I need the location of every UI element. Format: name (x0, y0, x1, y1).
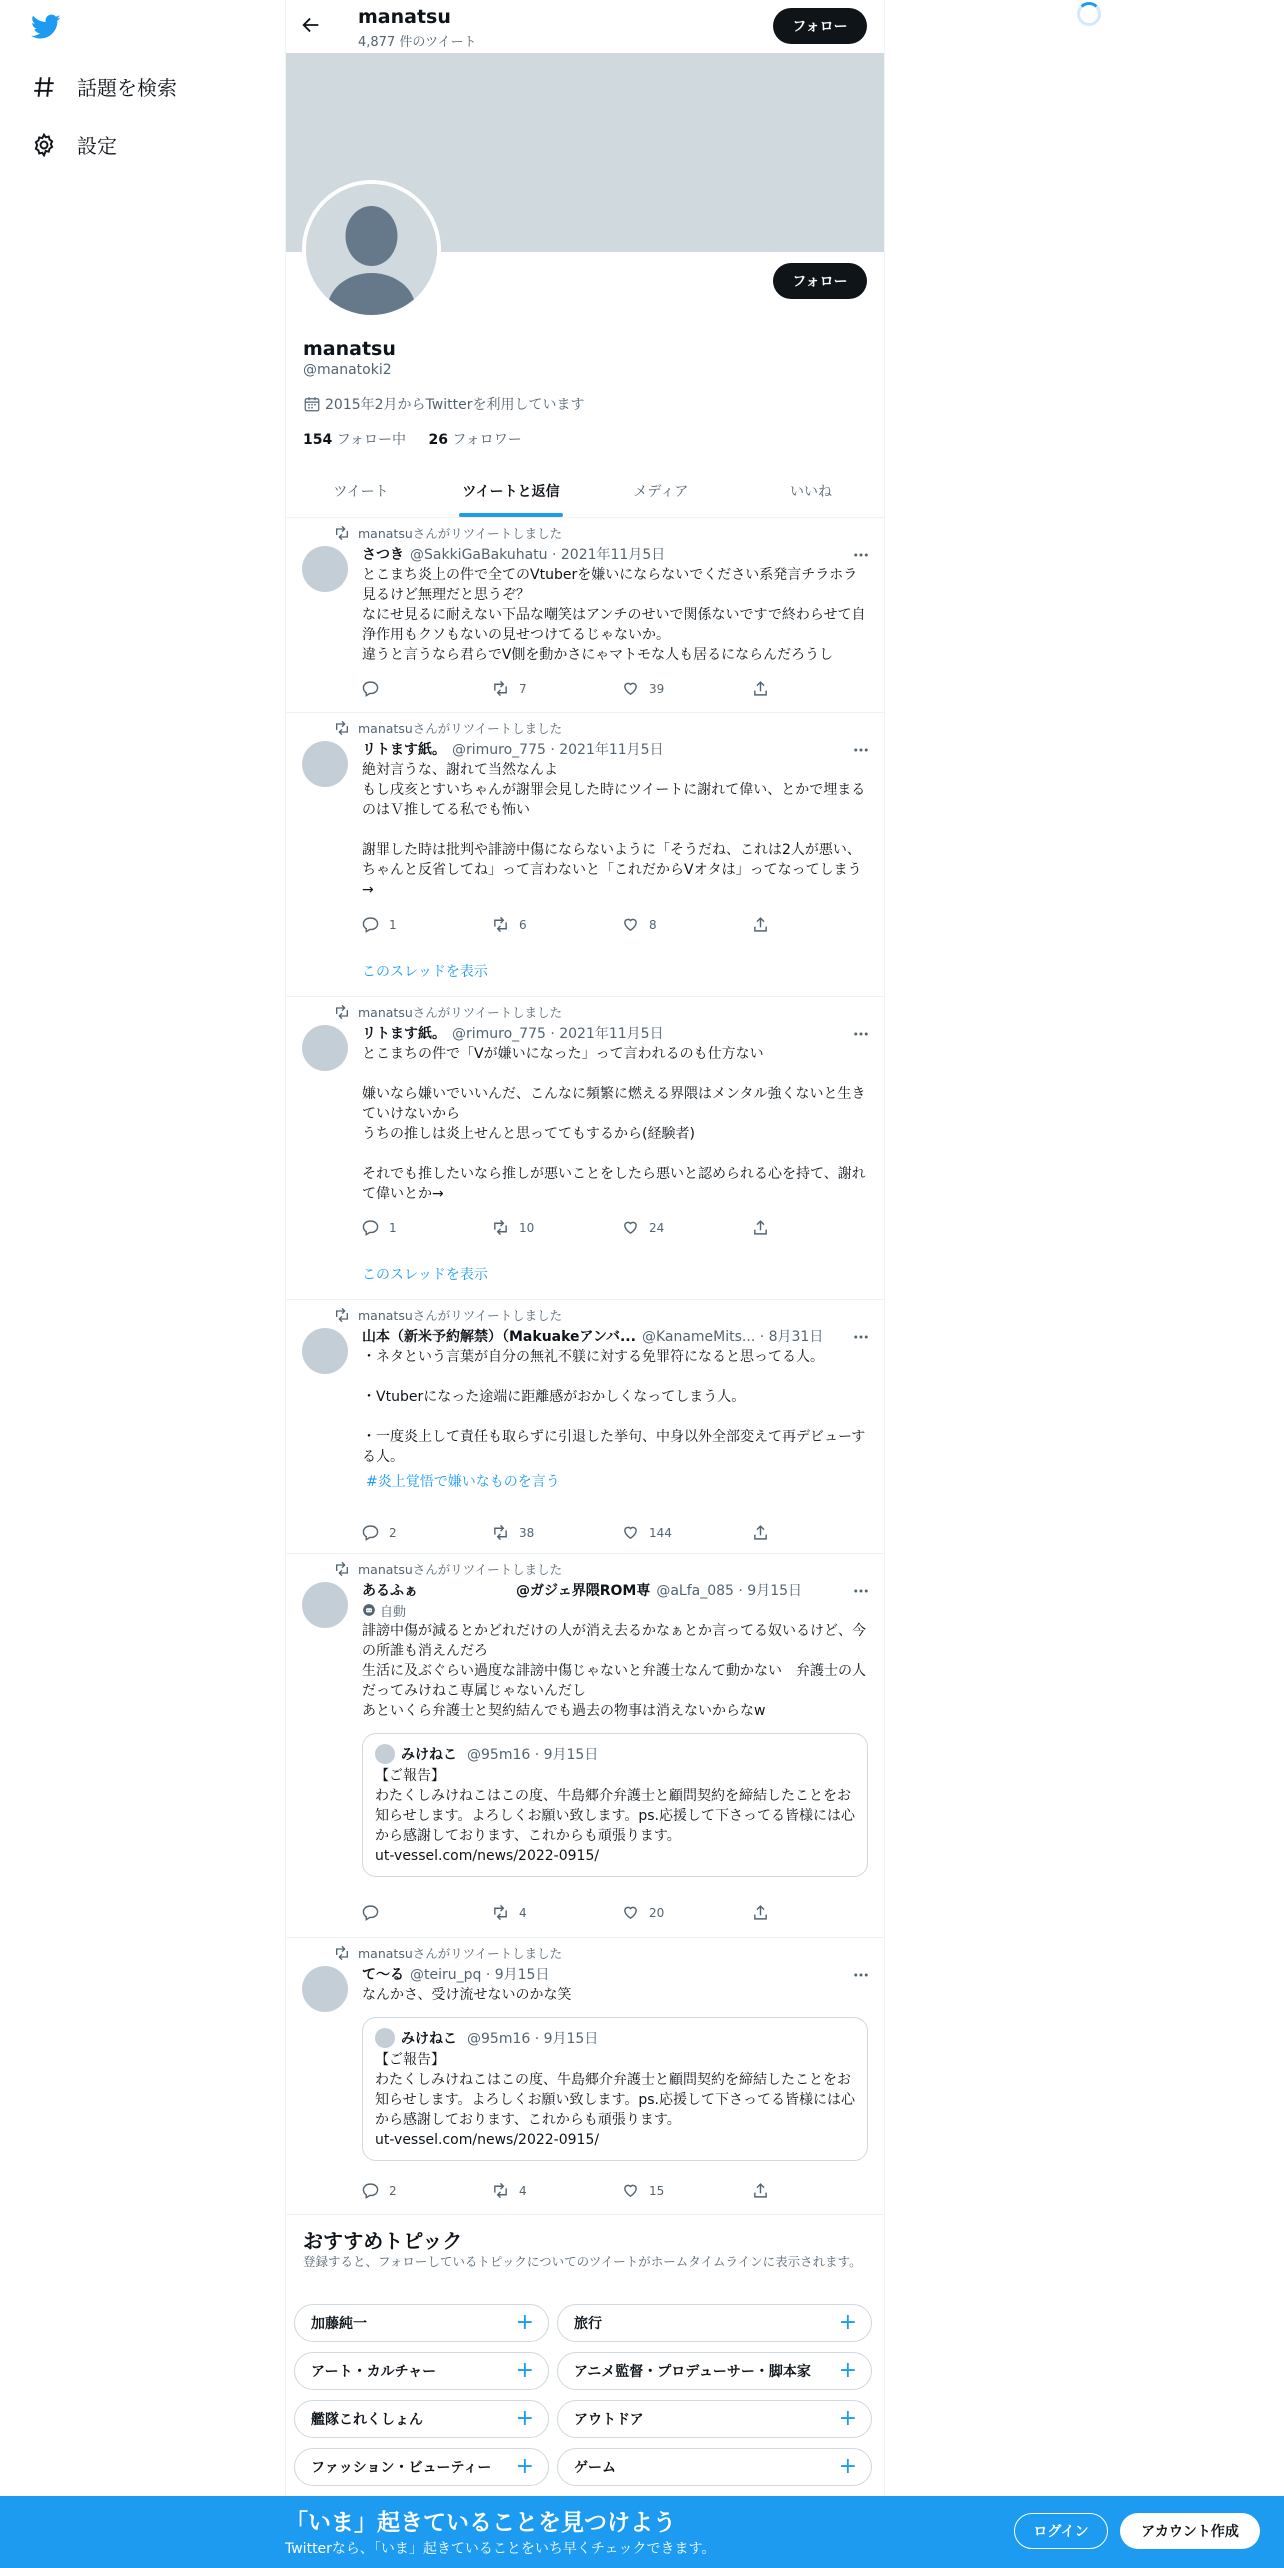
retweet-context-text: manatsuさんがリツイートしました (358, 1005, 563, 1020)
reply-count: 2 (389, 1525, 397, 1540)
nav-explore[interactable] (31, 72, 177, 101)
tweet-author-handle[interactable]: @KanameMits... · 8月31日 (641, 1329, 824, 1345)
login-button[interactable]: ログイン (1014, 2513, 1108, 2549)
tweet-author-name[interactable]: 山本（新米予約解禁）（Makuakeアンバ... (362, 1329, 636, 1345)
retweet-icon (334, 525, 350, 541)
like-button[interactable] (622, 2182, 752, 2199)
tweet-author-name[interactable]: あるふぁ @ガジェ界隈ROM専 (362, 1583, 651, 1599)
show-thread-link[interactable]: このスレッドを表示 (362, 964, 488, 980)
plus-icon: + (838, 2358, 857, 2383)
reply-icon (362, 2182, 379, 2199)
retweet-context-text: manatsuさんがリツイートしました (358, 526, 563, 541)
header-name: manatsu (358, 6, 451, 28)
like-button[interactable] (622, 916, 752, 933)
topic-chip[interactable] (294, 2352, 549, 2390)
reply-button[interactable] (362, 1219, 492, 1236)
tweet-actions (362, 1904, 802, 1921)
share-button[interactable] (752, 1219, 792, 1236)
share-icon (752, 916, 769, 933)
profile-tabs (286, 465, 885, 518)
retweet-context (334, 1003, 562, 1021)
heart-icon (622, 916, 639, 933)
automated-text: 自動 (380, 1604, 407, 1620)
avatar[interactable] (302, 180, 441, 319)
retweet-icon (334, 1307, 350, 1323)
nav-explore-label: 話題を検索 (77, 76, 177, 100)
tweet-text: なんかさ、受け流せないのかな笑 (362, 1987, 572, 2003)
topic-chip[interactable] (557, 2352, 872, 2390)
retweet-button[interactable] (492, 1219, 622, 1236)
hashtag-icon (31, 74, 57, 100)
heart-icon (622, 1904, 639, 1921)
tweet-avatar[interactable] (302, 1582, 348, 1628)
retweet-button[interactable] (492, 680, 622, 697)
retweet-icon (492, 1904, 509, 1921)
tweet[interactable] (286, 518, 885, 713)
following-count: 154 (303, 432, 333, 448)
like-count: 39 (649, 681, 665, 696)
like-count: 144 (649, 1525, 672, 1540)
like-button[interactable] (622, 1524, 752, 1541)
retweet-icon (492, 1524, 509, 1541)
tweet-avatar[interactable] (302, 1025, 348, 1071)
tweet-author-handle[interactable]: @teiru_pq · 9月15日 (410, 1967, 550, 1983)
main-column (285, 0, 885, 2568)
retweet-context (334, 524, 562, 542)
plus-icon: + (515, 2454, 534, 2479)
share-button[interactable] (752, 916, 792, 933)
quoted-author-handle: @95m16 · 9月15日 (467, 2031, 599, 2047)
share-icon (752, 680, 769, 697)
quoted-tweet[interactable] (362, 1733, 868, 1877)
share-button[interactable] (752, 1524, 792, 1541)
heart-icon (622, 680, 639, 697)
topics-description: 登録すると、フォローしているトピックについてのツイートがホームタイムラインに表示されます。 (303, 2254, 862, 2269)
tweet-author-handle[interactable]: @SakkiGaBakuhatu · 2021年11月5日 (410, 547, 666, 563)
retweet-context-text: manatsuさんがリツイートしました (358, 721, 563, 736)
profile-follow-stats (303, 429, 522, 449)
tweet[interactable] (286, 713, 885, 997)
profile-handle: @manatoki2 (303, 362, 392, 378)
retweet-icon (492, 2182, 509, 2199)
tweet-author-name[interactable]: リトます紙。 (362, 742, 446, 758)
retweet-count: 4 (519, 2183, 527, 2198)
share-icon (752, 1219, 769, 1236)
retweet-context (334, 1944, 562, 1962)
profile-joined (303, 394, 584, 414)
topic-chip[interactable] (557, 2304, 872, 2342)
topic-label: 旅行 (574, 2316, 602, 2332)
back-arrow-icon[interactable] (300, 14, 322, 36)
bottom-headline: 「いま」起きていることを見つけよう (285, 2510, 676, 2536)
profile-header-bar (286, 0, 885, 53)
automated-label (362, 1600, 870, 1620)
retweet-count: 4 (519, 1905, 527, 1920)
retweet-button[interactable] (492, 1904, 622, 1921)
topic-label: ゲーム (574, 2460, 616, 2476)
like-count: 8 (649, 917, 657, 932)
header-tweet-count: 4,877 件のツイート (358, 35, 477, 50)
share-button[interactable] (752, 1904, 792, 1921)
header-follow-button[interactable]: フォロー (773, 8, 867, 44)
quoted-avatar (375, 1744, 395, 1764)
tab-tweets[interactable]: ツイート (333, 484, 389, 500)
retweet-icon (334, 1004, 350, 1020)
tweet-actions (362, 1524, 802, 1541)
calendar-icon (303, 395, 321, 413)
profile-name: manatsu (303, 338, 396, 360)
retweet-button[interactable] (492, 916, 622, 933)
plus-icon: + (515, 2406, 534, 2431)
topic-label: アウトドア (574, 2412, 644, 2428)
bottom-subtext: Twitterなら、「いま」起きていることをいち早くチェックできます。 (285, 2541, 716, 2557)
reply-icon (362, 1219, 379, 1236)
hashtag-link[interactable]: #炎上覚悟で嫌いなものを言う (366, 1474, 560, 1490)
share-icon (752, 1904, 769, 1921)
retweet-count: 38 (519, 1525, 535, 1540)
tweet-actions (362, 2182, 802, 2199)
retweet-count: 6 (519, 917, 527, 932)
reply-button[interactable] (362, 916, 492, 933)
reply-count: 2 (389, 2183, 397, 2198)
retweet-context-text: manatsuさんがリツイートしました (358, 1562, 563, 1577)
tweet-avatar[interactable] (302, 546, 348, 592)
bottom-signup-bar (0, 2496, 1284, 2568)
tweet-text: とこまち炎上の件で全てのVtuberを嫌いにならないでください系発言チラホラ見るけど無理だと思うぞ？ なにせ見るに耐えない下品な嘲笑はアンチのせいで関係ないですで終わらせて自浄作用もクソもないの見せつけてるじゃないか。 違うと言うなら君らでV側を動かさにゃマトモな人も居るにならんだろうし (362, 567, 866, 663)
heart-icon (622, 1219, 639, 1236)
reply-button[interactable] (362, 1524, 492, 1541)
retweet-context (334, 719, 562, 737)
following-label: フォロー中 (336, 432, 406, 448)
twitter-logo-icon[interactable] (31, 14, 61, 40)
reply-icon (362, 1904, 379, 1921)
tweet-author-name[interactable]: リトます紙。 (362, 1026, 446, 1042)
tweet[interactable] (286, 1938, 885, 2215)
tweet[interactable] (286, 997, 885, 1300)
topic-chip[interactable] (557, 2448, 872, 2486)
retweet-button[interactable] (492, 2182, 622, 2199)
nav-settings[interactable] (31, 130, 117, 159)
gear-icon (31, 132, 57, 158)
plus-icon: + (838, 2454, 857, 2479)
retweet-count: 7 (519, 681, 527, 696)
tab-likes[interactable]: いいね (790, 484, 832, 500)
retweet-context-text: manatsuさんがリツイートしました (358, 1946, 563, 1961)
plus-icon: + (838, 2406, 857, 2431)
tweet[interactable] (286, 1554, 885, 1938)
reply-button[interactable] (362, 1904, 492, 1921)
topics-title: おすすめトピック (303, 2229, 463, 2253)
topic-label: 艦隊これくしょん (311, 2412, 423, 2428)
tweet-avatar[interactable] (302, 1328, 348, 1374)
plus-icon: + (838, 2310, 857, 2335)
tweet-text: とこまちの件で「Vが嫌いになった」って言われるのも仕方ない 嫌いなら嫌いでいいんだ、こんなに頻繁に燃える界隈はメンタル強くないと生きていけないから うちの推しは炎上せんと思っててもするから(経験者) それでも推したいなら推しが悪いことをしたら悪いと認められる心を持て、謝れて偉いとか→ (362, 1046, 866, 1202)
reply-icon (362, 680, 379, 697)
like-button[interactable] (622, 1219, 752, 1236)
tweet-actions (362, 1219, 802, 1236)
show-thread-link[interactable]: このスレッドを表示 (362, 1267, 488, 1283)
tweet-author-name[interactable]: さつき (362, 547, 404, 563)
share-icon (752, 1524, 769, 1541)
retweet-context (334, 1560, 562, 1578)
tweet-avatar[interactable] (302, 1966, 348, 2012)
like-button[interactable] (622, 680, 752, 697)
nav-settings-label: 設定 (77, 134, 117, 158)
followers-link[interactable] (428, 432, 521, 448)
share-button[interactable] (752, 680, 792, 697)
tweet[interactable] (286, 1300, 885, 1554)
retweet-icon (492, 1219, 509, 1236)
quoted-text: 【ご報告】 わたくしみけねこはこの度、牛島郷介弁護士と顧問契約を締結したことをお知らせします。よろしくお願い致します。ps.応援して下さってる皆様には心から感謝しております、これからも頑張ります。 ut-vessel.com/news/2022-0915/ (375, 2052, 855, 2148)
like-count: 24 (649, 1220, 665, 1235)
profile-follow-button[interactable]: フォロー (773, 263, 867, 299)
tab-media[interactable]: メディア (633, 484, 689, 500)
like-count: 15 (649, 2183, 665, 2198)
retweet-icon (334, 1561, 350, 1577)
retweet-button[interactable] (492, 1524, 622, 1541)
retweet-count: 10 (519, 1220, 535, 1235)
joined-text: 2015年2月からTwitterを利用しています (325, 397, 585, 413)
reply-count: 1 (389, 917, 397, 932)
share-button[interactable] (752, 2182, 792, 2199)
quoted-author-name: みけねこ (401, 2031, 457, 2047)
tab-tweets-and-replies[interactable]: ツイートと返信 (436, 465, 586, 517)
quoted-avatar (375, 2028, 395, 2048)
topic-chip[interactable] (294, 2448, 549, 2486)
robot-icon (362, 1603, 376, 1617)
tweet-actions (362, 680, 802, 697)
quoted-text: 【ご報告】 わたくしみけねこはこの度、牛島郷介弁護士と顧問契約を締結したことをお知らせします。よろしくお願い致します。ps.応援して下さってる皆様には心から感謝しております、これからも頑張ります。 ut-vessel.com/news/2022-0915/ (375, 1768, 855, 1864)
tweet-author-handle[interactable]: @aLfa_085 · 9月15日 (656, 1583, 803, 1599)
tweet-text: ・ネタという言葉が自分の無礼不躾に対する免罪符になると思ってる人。 ・Vtuberになった途端に距離感がおかしくなってしまう人。 ・一度炎上して責任も取らずに引退した挙句、中身以外全部変えて再デビューする人。 (362, 1349, 866, 1465)
topic-chip[interactable] (294, 2400, 549, 2438)
retweet-icon (492, 916, 509, 933)
reply-button[interactable] (362, 680, 492, 697)
quoted-author-name: みけねこ (401, 1747, 457, 1763)
topic-chip[interactable] (294, 2304, 549, 2342)
share-icon (752, 2182, 769, 2199)
like-count: 20 (649, 1905, 665, 1920)
quoted-tweet[interactable] (362, 2017, 868, 2161)
reply-icon (362, 1524, 379, 1541)
retweet-context (334, 1306, 562, 1324)
tweet-actions (362, 916, 802, 933)
followers-label: フォロワー (452, 432, 522, 448)
retweet-context-text: manatsuさんがリツイートしました (358, 1308, 563, 1323)
topic-label: 加藤純一 (311, 2316, 367, 2332)
reply-icon (362, 916, 379, 933)
plus-icon: + (515, 2310, 534, 2335)
plus-icon: + (515, 2358, 534, 2383)
topic-label: アート・カルチャー (311, 2364, 437, 2380)
topic-label: アニメ監督・プロデューサー・脚本家 (574, 2364, 811, 2380)
following-link[interactable] (303, 432, 406, 448)
quoted-author-handle: @95m16 · 9月15日 (467, 1747, 599, 1763)
heart-icon (622, 2182, 639, 2199)
reply-button[interactable] (362, 2182, 492, 2199)
tweet-text: 誹謗中傷が減るとかどれだけの人が消え去るかなぁとか言ってる奴いるけど、今の所誰も消えんだろ 生活に及ぶぐらい過度な誹謗中傷じゃないと弁護士なんて動かない 弁護士の人だってみけねこ専属じゃないんだし あといくら弁護士と契約結んでも過去の物事は消えないからなw (362, 1623, 866, 1719)
signup-button[interactable]: アカウント作成 (1120, 2513, 1260, 2549)
reply-count: 1 (389, 1220, 397, 1235)
followers-count: 26 (428, 432, 448, 448)
retweet-icon (334, 720, 350, 736)
loading-spinner-icon (1077, 2, 1101, 26)
tweet-author-handle[interactable]: @rimuro_775 · 2021年11月5日 (452, 742, 664, 758)
retweet-icon (492, 680, 509, 697)
topic-label: ファッション・ビューティー (311, 2460, 492, 2476)
topic-chip[interactable] (557, 2400, 872, 2438)
tweet-avatar[interactable] (302, 741, 348, 787)
like-button[interactable] (622, 1904, 752, 1921)
tweet-author-handle[interactable]: @rimuro_775 · 2021年11月5日 (452, 1026, 664, 1042)
tweet-author-name[interactable]: て～る (362, 1967, 404, 1983)
retweet-icon (334, 1945, 350, 1961)
tweet-text: 絶対言うな、謝れて当然なんよ もし戌亥とすいちゃんが謝罪会見した時にツイートに謝れて偉い、とかで埋まるのはＶ推してる私でも怖い 謝罪した時は批判や誹謗中傷にならないように「そうだね、これは2人が悪い、ちゃんと反省してね」って言わないと「これだからVオタは」ってなってしまう→ (362, 762, 866, 898)
heart-icon (622, 1524, 639, 1541)
